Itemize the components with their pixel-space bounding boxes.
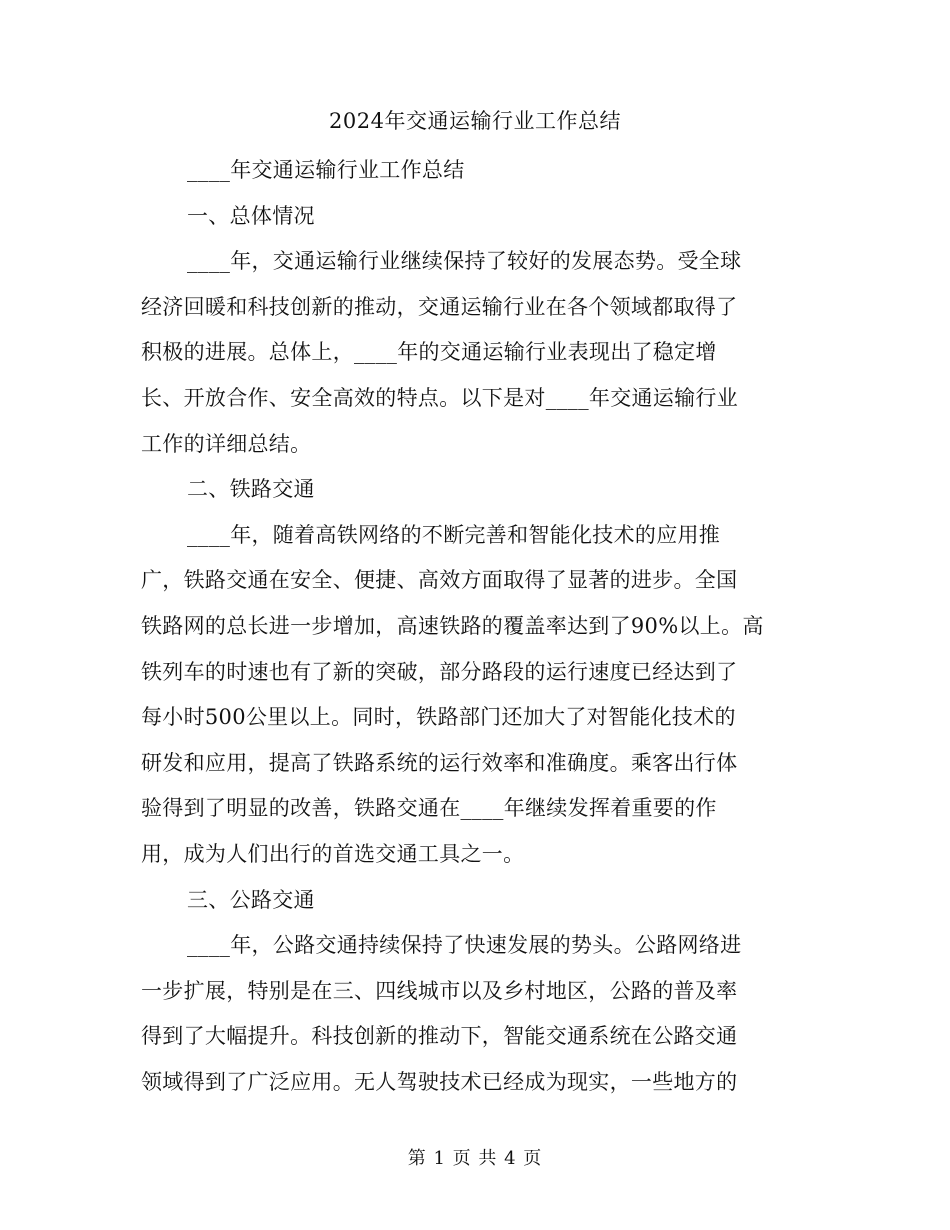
- paragraph-line: 积极的进展。总体上，____年的交通运输行业表现出了稳定增: [141, 340, 717, 365]
- paragraph-line: 长、开放合作、安全高效的特点。以下是对____年交通运输行业: [141, 385, 738, 410]
- paragraph-line: ____年，交通运输行业继续保持了较好的发展态势。受全球: [187, 249, 742, 274]
- paragraph-line: 广，铁路交通在安全、便捷、高效方面取得了显著的进步。全国: [141, 568, 738, 593]
- subtitle-line: ____年交通运输行业工作总结: [187, 158, 465, 182]
- section-heading-highway: 三、公路交通: [187, 887, 315, 912]
- paragraph-line: 工作的详细总结。: [141, 431, 312, 456]
- section-heading-overview: 一、总体情况: [187, 203, 315, 228]
- paragraph-line: 验得到了明显的改善，铁路交通在____年继续发挥着重要的作: [141, 796, 717, 821]
- paragraph-line: 得到了大幅提升。科技创新的推动下，智能交通系统在公路交通: [141, 1024, 738, 1049]
- paragraph-line: 经济回暖和科技创新的推动，交通运输行业在各个领域都取得了: [141, 294, 738, 319]
- paragraph-line: 铁列车的时速也有了新的突破，部分路段的运行速度已经达到了: [141, 659, 738, 684]
- document-title: 2024年交通运输行业工作总结: [329, 109, 621, 133]
- paragraph-line: 研发和应用，提高了铁路系统的运行效率和准确度。乘客出行体: [141, 750, 738, 775]
- paragraph-line: ____年，公路交通持续保持了快速发展的势头。公路网络进: [187, 933, 742, 958]
- section-heading-railway: 二、铁路交通: [187, 477, 315, 502]
- paragraph-line: 每小时500公里以上。同时，铁路部门还加大了对智能化技术的: [141, 705, 736, 730]
- page-number-footer: 第 1 页 共 4 页: [407, 1148, 543, 1169]
- document-body: [141, 152, 813, 1109]
- paragraph-line: ____年，随着高铁网络的不断完善和智能化技术的应用推: [187, 522, 721, 547]
- paragraph-line: 用，成为人们出行的首选交通工具之一。: [141, 841, 525, 866]
- paragraph-line: 一步扩展，特别是在三、四线城市以及乡村地区，公路的普及率: [141, 978, 738, 1003]
- paragraph-line: 铁路网的总长进一步增加，高速铁路的覆盖率达到了90%以上。高: [141, 613, 764, 638]
- paragraph-line: 领域得到了广泛应用。无人驾驶技术已经成为现实，一些地方的: [141, 1069, 738, 1094]
